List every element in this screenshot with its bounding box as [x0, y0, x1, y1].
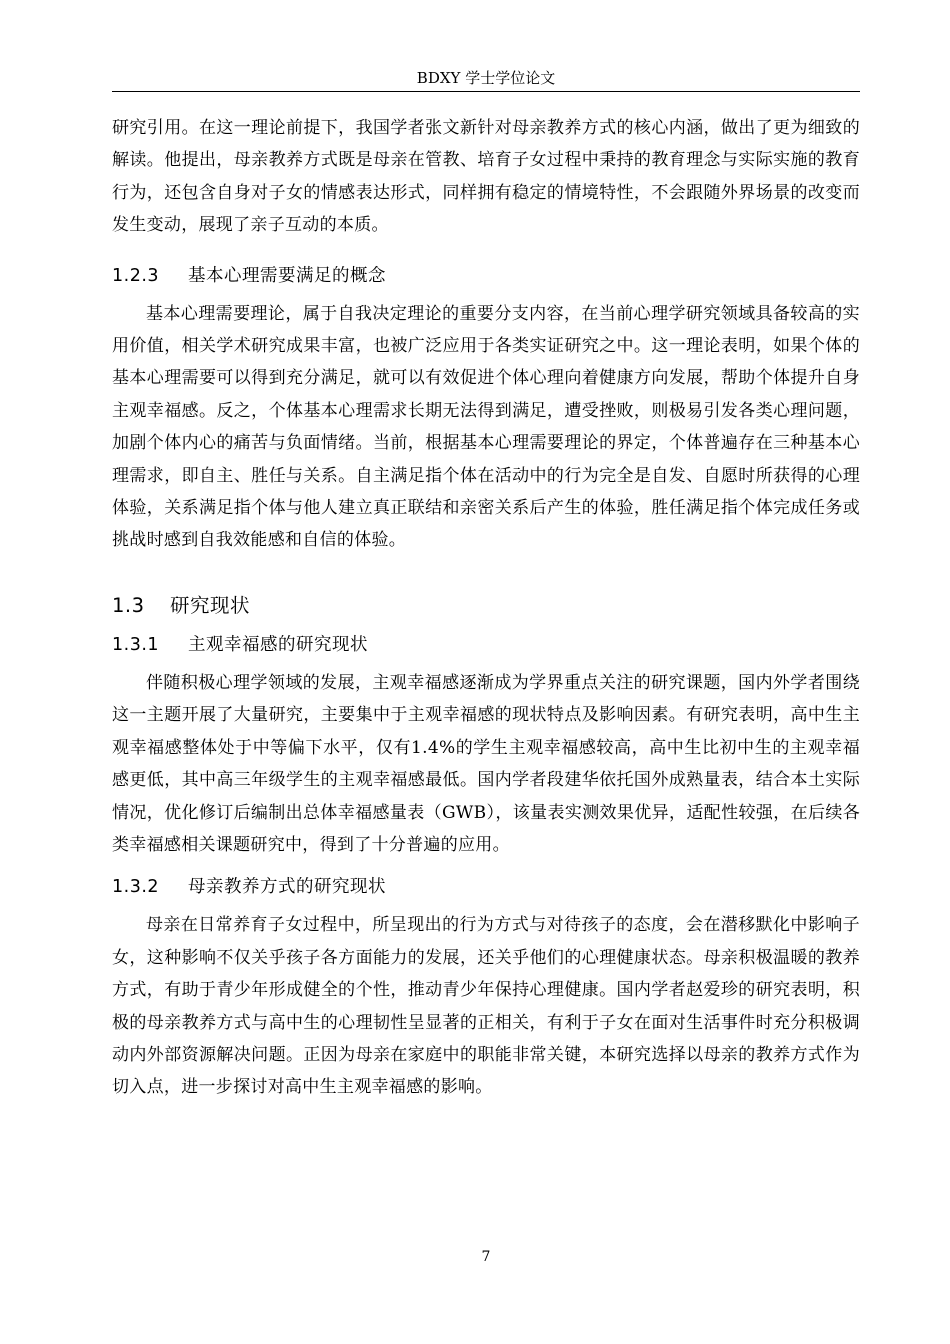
section-heading-1-3	[112, 593, 860, 619]
section-heading-1-3-1	[112, 633, 860, 657]
section-heading-1-3-2	[112, 875, 860, 899]
section-title: 研究现状	[170, 593, 251, 617]
section-title: 主观幸福感的研究现状	[188, 634, 368, 655]
page-number: 7	[481, 1249, 491, 1265]
paragraph-parenting-status: 母亲在日常养育子女过程中，所呈现出的行为方式与对待孩子的态度，会在潜移默化中影响子女，这种影响不仅关乎孩子各方面能力的发展，还关乎他们的心理健康状态。母亲积极温暖的教养方式，有助于青少年形成健全的个性，推动青少年保持心理健康。国内学者赵爱珍的研究表明，积极的母亲教养方式与高中生的心理韧性呈显著的正相关，有利于子女在面对生活事件时充分积极调动内外部资源解决问题。正因为母亲在家庭中的职能非常关键，本研究选择以母亲的教养方式作为切入点，进一步探讨对高中生主观幸福感的影响。	[112, 915, 860, 1098]
section-number: 1.2.3	[112, 265, 160, 286]
section-number: 1.3.2	[112, 877, 160, 898]
paragraph-continued: 研究引用。在这一理论前提下，我国学者张文新针对母亲教养方式的核心内涵，做出了更为细致的解读。他提出，母亲教养方式既是母亲在管教、培育子女过程中秉持的教育理念与实际实施的教育行为，还包含自身对子女的情感表达形式，同样拥有稳定的情境特性，不会跟随外界场景的改变而发生变动，展现了亲子互动的本质。	[112, 118, 860, 236]
paragraph-swb-status: 伴随积极心理学领域的发展，主观幸福感逐渐成为学界重点关注的研究课题，国内外学者围绕这一主题开展了大量研究，主要集中于主观幸福感的现状特点及影响因素。有研究表明，高中生主观幸福感整体处于中等偏下水平，仅有1.4%的学生主观幸福感较高，高中生比初中生的主观幸福感更低，其中高三年级学生的主观幸福感最低。国内学者段建华依托国外成熟量表，结合本土实际情况，优化修订后编制出总体幸福感量表（GWB），该量表实测效果优异，适配性较强，在后续各类幸福感相关课题研究中，得到了十分普遍的应用。	[112, 672, 860, 855]
document-body	[112, 112, 860, 1104]
section-heading-1-2-3	[112, 264, 860, 288]
section-number: 1.3.1	[112, 634, 160, 655]
paragraph-basic-needs: 基本心理需要理论，属于自我决定理论的重要分支内容，在当前心理学研究领域具备较高的实用价值，相关学术研究成果丰富，也被广泛应用于各类实证研究之中。这一理论表明，如果个体的基本心理需要可以得到充分满足，就可以有效促进个体心理向着健康方向发展，帮助个体提升自身主观幸福感。反之，个体基本心理需求长期无法得到满足，遭受挫败，则极易引发各类心理问题，加剧个体内心的痛苦与负面情绪。当前，根据基本心理需要理论的界定，个体普遍存在三种基本心理需求，即自主、胜任与关系。自主满足指个体在活动中的行为完全是自发、自愿时所获得的心理体验，关系满足指个体与他人建立真正联结和亲密关系后产生的体验，胜任满足指个体完成任务或挑战时感到自我效能感和自信的体验。	[112, 303, 860, 551]
section-title: 基本心理需要满足的概念	[188, 265, 386, 286]
section-title: 母亲教养方式的研究现状	[188, 877, 386, 898]
page-header-title: BDXY 学士学位论文	[416, 69, 556, 87]
section-number: 1.3	[112, 593, 145, 617]
header-divider	[112, 91, 860, 92]
